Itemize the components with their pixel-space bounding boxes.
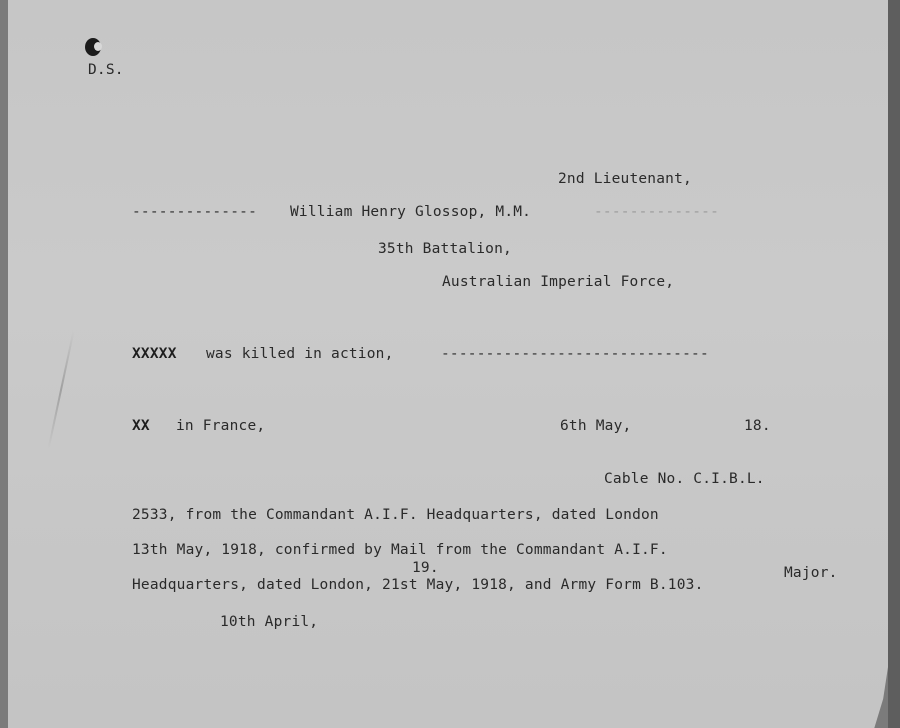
year: 18.: [744, 418, 771, 434]
place: in France,: [176, 418, 266, 434]
body-line-3: Headquarters, dated London, 21st May, 1918, and Army Form B.103.: [132, 577, 704, 593]
signature-rank: Major.: [784, 565, 838, 581]
rank: 2nd Lieutenant,: [558, 171, 692, 187]
killed-leader: ------------------------------: [441, 346, 709, 362]
footer-date: 10th April,: [220, 614, 319, 630]
struck-text-1: XXXXX: [132, 346, 177, 362]
reference-code: D.S.: [88, 62, 124, 78]
struck-text-2: XX: [132, 418, 150, 434]
scan-border: [888, 0, 900, 728]
date: 6th May,: [560, 418, 632, 434]
cable-number: Cable No. C.I.B.L.: [604, 471, 765, 487]
name-leader: --------------: [132, 204, 258, 220]
body-line-2: 13th May, 1918, confirmed by Mail from the Commandant A.I.F.: [132, 542, 668, 558]
name-trailer: --------------: [594, 204, 720, 220]
force: Australian Imperial Force,: [442, 274, 675, 290]
soldier-name: William Henry Glossop, M.M.: [290, 204, 532, 220]
document-page: [8, 0, 892, 728]
body-line-1: 2533, from the Commandant A.I.F. Headquarters, dated London: [132, 507, 659, 523]
killed-in-action: was killed in action,: [206, 346, 394, 362]
punch-hole: [85, 38, 101, 56]
inserted-19: 19.: [412, 560, 439, 576]
battalion: 35th Battalion,: [378, 241, 512, 257]
